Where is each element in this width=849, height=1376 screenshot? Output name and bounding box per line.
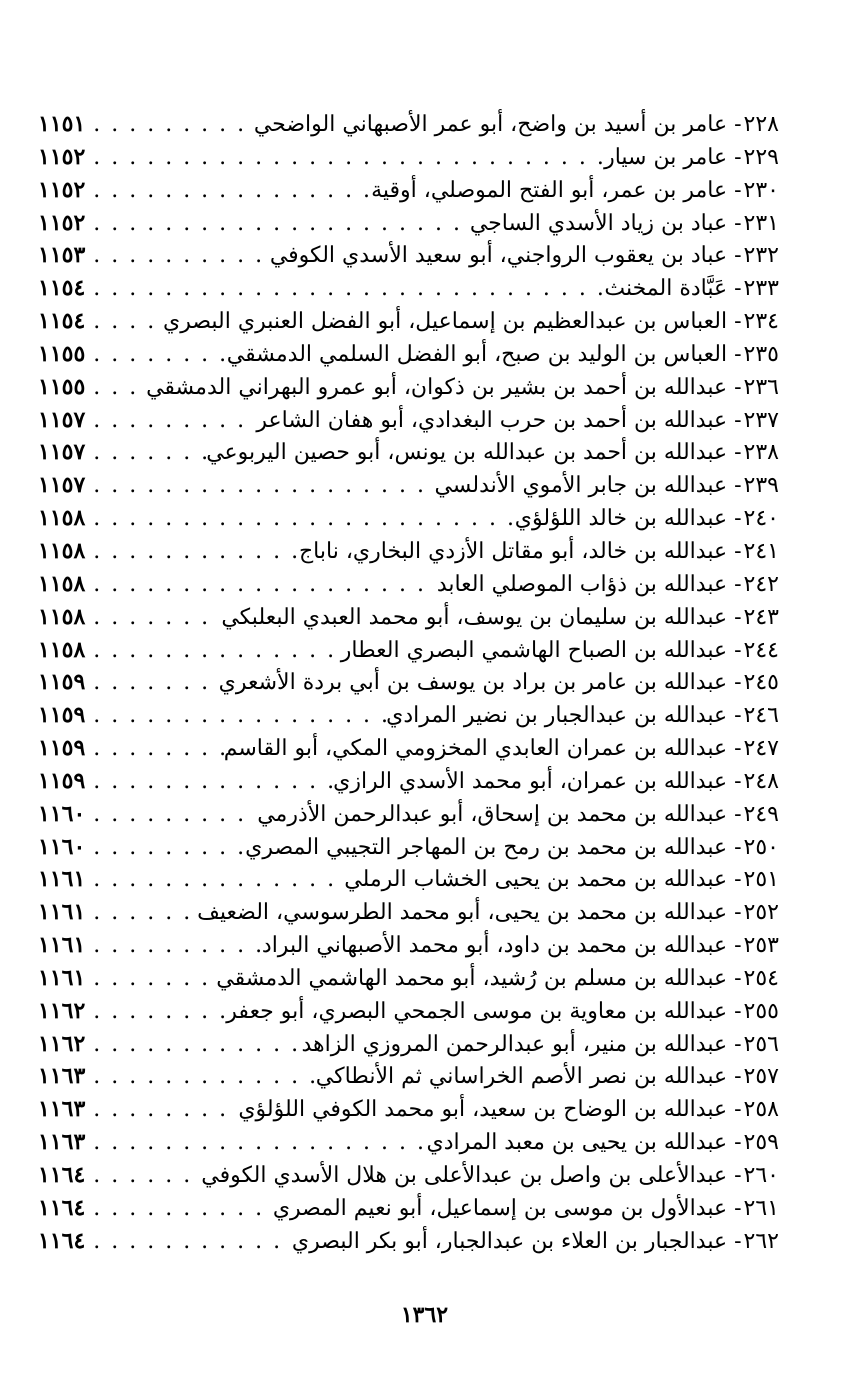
entry-page-number: ١١٦٣ [38,1063,86,1090]
entry-title: ٢٤٣- عبدالله بن سليمان بن يوسف، أبو محمد العبدي البعلبكي [221,604,779,630]
entry-name: عبدالله بن مسلم بن رُشيد، أبو محمد الهاشمي الدمشقي [216,965,728,991]
entry-title: ٢٣٧- عبدالله بن أحمد بن حرب البغدادي، أبو هفان الشاعر [256,407,779,433]
index-entry [38,998,779,1031]
dot-leader [85,178,371,203]
entry-title: ٢٥٧- عبدالله بن نصر الأصم الخراساني ثم الأنطاكي [315,1064,779,1090]
dot-leader [85,802,257,827]
entry-page-number: ١١٥٥ [38,340,86,367]
entry-name: عبدالله بن معاوية بن موسى الجمحي البصري، أبو جعفر [226,998,728,1024]
entry-page-number: ١١٥٨ [38,505,86,532]
index-entry [38,1228,779,1261]
entry-number: ٢٦٢ [743,1228,779,1254]
entry-name: عامر بن عمر، أبو الفتح الموصلي، أوقية [371,177,728,203]
entry-title: ٢٥٨- عبدالله بن الوضاح بن سعيد، أبو محمد الكوفي اللؤلؤي [238,1097,779,1123]
index-entry [38,604,779,637]
dot-leader [85,867,344,892]
index-entry [38,472,779,505]
entry-title: ٢٤٥- عبدالله بن عامر بن براد بن يوسف بن أبي بردة الأشعري [218,670,779,696]
entry-number: ٢٤٦ [743,703,779,729]
dot-leader [85,1064,316,1089]
index-entry [38,341,779,374]
dot-leader [85,670,218,695]
entry-title: ٢٥٩- عبدالله بن يحيى بن معبد المرادي [426,1130,779,1156]
entry-number: ٢٣٩ [743,473,779,499]
index-entry [38,308,779,341]
entry-name: عبدالله بن محمد بن إسحاق، أبو عبدالرحمن الأذرمي [257,801,728,827]
entry-name: عبدالله بن سليمان بن يوسف، أبو محمد العبدي البعلبكي [221,604,728,630]
entry-page-number: ١١٦٢ [38,1030,86,1057]
entry-title: ٢٣٩- عبدالله بن جابر الأموي الأندلسي [434,473,779,499]
dot-leader [85,408,256,433]
index-entry [38,1162,779,1195]
entry-page-number: ١١٥٥ [38,373,86,400]
entry-title: ٢٤٨- عبدالله بن عمران، أبو محمد الأسدي الرازي [333,768,779,794]
entry-number: ٢٤٤ [743,637,779,663]
dot-leader [85,736,223,761]
dot-leader [85,835,245,860]
entry-title: ٢٤٠- عبدالله بن خالد اللؤلؤي [514,506,779,532]
entry-number: ٢٥٢ [743,900,779,926]
entry-number: ٢٣٣ [743,276,779,302]
entry-page-number: ١١٥٨ [38,570,86,597]
entry-page-number: ١١٥٢ [38,143,86,170]
dot-leader [85,145,604,170]
entry-name: عبدالأعلى بن واصل بن عبدالأعلى بن هلال الأسدي الكوفي [201,1163,728,1188]
entry-number: ٢٥٧ [743,1064,779,1090]
dot-leader [85,440,206,465]
entry-name: عبدالله بن منير، أبو عبدالرحمن المروزي الزاهد [301,1031,728,1057]
entry-name: عبدالله بن أحمد بن حرب البغدادي، أبو هفان الشاعر [256,407,728,433]
entry-page-number: ١١٦١ [38,866,86,893]
entry-number: ٢٣٥ [743,341,779,367]
entry-name: عبدالله بن عمران، أبو محمد الأسدي الرازي [333,768,728,794]
dot-leader [85,375,146,400]
dot-leader [85,506,514,531]
entry-page-number: ١١٥٨ [38,603,86,630]
entry-name: عبدالله بن عبدالجبار بن نضير المرادي [386,703,728,729]
index-entry [38,505,779,538]
entry-title: ٢٢٨- عامر بن أسيد بن واضح، أبو عمر الأصبهاني الواضحي [253,112,779,137]
index-entry [38,538,779,571]
entry-number: ٢٥٨ [743,1097,779,1123]
dot-leader [85,999,226,1024]
dot-leader [85,112,254,137]
entry-page-number: ١١٥٨ [38,636,86,663]
entry-name: عبدالله بن نصر الأصم الخراساني ثم الأنطاكي [315,1064,728,1090]
entry-name: عبدالله بن أحمد بن بشير بن ذكوان، أبو عمرو البهراني الدمشقي [146,374,728,400]
entry-name: عبدالله بن عامر بن براد بن يوسف بن أبي بردة الأشعري [218,670,728,696]
entry-name: عباد بن زياد الأسدي الساجي [469,210,728,236]
entry-name: العباس بن الوليد بن صبح، أبو الفضل السلمي الدمشقي [226,341,728,367]
entry-page-number: ١١٦١ [38,899,86,926]
entry-name: عبدالله بن أحمد بن عبدالله بن يونس، أبو حصين اليربوعي [206,440,728,466]
entry-page-number: ١١٦٢ [38,997,86,1024]
dot-leader [85,1032,301,1057]
index-entry [38,1129,779,1162]
index-entry [38,177,779,210]
index-entry [38,1063,779,1096]
entry-page-number: ١١٥٧ [38,406,86,433]
entry-name: عامر بن أسيد بن واضح، أبو عمر الأصبهاني الواضحي [253,112,728,137]
entry-page-number: ١١٦٠ [38,800,86,827]
dot-leader [85,1229,292,1254]
entry-name: عبدالله بن محمد بن رمح بن المهاجر التجيبي المصري [245,834,728,860]
dot-leader [85,933,262,958]
entry-title: ٢٣٣- عَبَّادة المخنث [604,276,779,302]
entry-title: ٢٣٥- العباس بن الوليد بن صبح، أبو الفضل السلمي الدمشقي [226,341,779,367]
entry-title: ٢٤٤- عبدالله بن الصباح الهاشمي البصري العطار [340,637,779,663]
dot-leader [85,309,163,334]
entry-title: ٢٣٤- العباس بن عبدالعظيم بن إسماعيل، أبو الفضل العنبري البصري [162,309,779,335]
entry-name: عبدالجبار بن العلاء بن عبدالجبار، أبو بكر البصري [291,1228,728,1254]
index-entry [38,144,779,177]
dot-leader [85,638,341,663]
entry-number: ٢٢٩ [743,144,779,170]
entry-page-number: ١١٦٣ [38,1096,86,1123]
dot-leader [85,473,434,498]
entry-name: عبدالله بن خالد، أبو مقاتل الأزدي البخاري، ناباج [298,538,728,564]
page-number: ١٣٦٢ [400,1302,449,1328]
index-entry [38,965,779,998]
entry-page-number: ١١٥٩ [38,735,86,762]
entry-number: ٢٣٧ [743,407,779,433]
entry-page-number: ١١٥٢ [38,209,86,236]
entry-name: عَبَّادة المخنث [604,276,728,302]
entry-title: ٢٦٢- عبدالجبار بن العلاء بن عبدالجبار، أبو بكر البصري [291,1228,779,1254]
index-entry [38,1195,779,1228]
entry-name: عبدالله بن محمد بن يحيى الخشاب الرملي [344,867,728,893]
entry-title: ٢٥٦- عبدالله بن منير، أبو عبدالرحمن المروزي الزاهد [301,1031,779,1057]
entry-title: ٢٥٣- عبدالله بن محمد بن داود، أبو محمد الأصبهاني البراد [261,933,779,959]
index-entry [38,1031,779,1064]
entry-page-number: ١١٦٠ [38,833,86,860]
entry-number: ٢٥٣ [743,933,779,959]
entry-page-number: ١١٦٤ [38,1162,86,1188]
entry-title: ٢٤٩- عبدالله بن محمد بن إسحاق، أبو عبدالرحمن الأذرمي [257,801,779,827]
dot-leader [85,900,197,925]
entry-name: عبدالله بن خالد اللؤلؤي [514,506,728,532]
index-entry [38,242,779,275]
entry-number: ٢٥٦ [743,1031,779,1057]
entry-title: ٢٢٩- عامر بن سيار [604,144,779,170]
dot-leader [85,243,270,268]
entry-title: ٢٥٢- عبدالله بن محمد بن يحيى، أبو محمد الطرسوسي، الضعيف [197,900,779,926]
index-entry [38,866,779,899]
entry-title: ٢٤١- عبدالله بن خالد، أبو مقاتل الأزدي البخاري، ناباج [298,538,779,564]
dot-leader [85,1163,201,1188]
entry-name: عامر بن سيار [604,144,728,170]
index-entry [38,669,779,702]
dot-leader [85,1130,426,1155]
entry-number: ٢٥٠ [743,834,779,860]
index-entry [38,407,779,440]
index-entry [38,702,779,735]
entry-page-number: ١١٦١ [38,932,86,959]
index-entry [38,571,779,604]
entry-number: ٢٣٠ [743,177,779,203]
entry-page-number: ١١٥١ [38,111,86,137]
entry-number: ٢٣٦ [743,374,779,400]
index-entry [38,932,779,965]
entry-title: ٢٣٠- عامر بن عمر، أبو الفتح الموصلي، أوقية [371,177,779,203]
entry-number: ٢٣٤ [743,309,779,335]
dot-leader [85,539,299,564]
index-entry [38,275,779,308]
entry-page-number: ١١٥٤ [38,308,86,335]
entry-page-number: ١١٦٤ [38,1227,86,1254]
entry-page-number: ١١٦٣ [38,1129,86,1156]
dot-leader [85,342,227,367]
entry-page-number: ١١٦١ [38,964,86,991]
entry-page-number: ١١٥٩ [38,669,86,696]
entry-name: عباد بن يعقوب الرواجني، أبو سعيد الأسدي الكوفي [269,243,728,269]
index-page [38,111,779,1261]
entry-title: ٢٥٤- عبدالله بن مسلم بن رُشيد، أبو محمد الهاشمي الدمشقي [216,965,779,991]
dot-leader [85,572,437,597]
entry-number: ٢٥٩ [743,1130,779,1156]
entry-number: ٢٥١ [743,867,779,893]
entry-number: ٢٤٨ [743,768,779,794]
index-entry [38,111,779,144]
entry-page-number: ١١٥٩ [38,702,86,729]
dot-leader [85,966,216,991]
entry-title: ٢٣٦- عبدالله بن أحمد بن بشير بن ذكوان، أبو عمرو البهراني الدمشقي [146,374,779,400]
entry-title: ٢٤٧- عبدالله بن عمران العابدي المخزومي المكي، أبو القاسم [223,736,779,762]
dot-leader [85,605,221,630]
entry-number: ٢٦٠ [743,1163,779,1188]
entry-number: ٢٤٣ [743,604,779,630]
dot-leader [85,276,604,301]
dot-leader [85,769,333,794]
entry-page-number: ١١٦٤ [38,1194,86,1221]
entry-name: عبدالله بن جابر الأموي الأندلسي [434,473,728,499]
entry-page-number: ١١٥٩ [38,767,86,794]
index-entry [38,374,779,407]
entry-name: عبدالله بن يحيى بن معبد المرادي [426,1130,728,1156]
entry-title: ٢٦١- عبدالأول بن موسى بن إسماعيل، أبو نعيم المصري [272,1195,779,1221]
index-entry [38,1096,779,1129]
dot-leader [85,703,386,728]
index-entry [38,768,779,801]
entry-title: ٢٦٠- عبدالأعلى بن واصل بن عبدالأعلى بن هلال الأسدي الكوفي [201,1163,779,1188]
index-entry [38,439,779,472]
index-list [38,111,779,1261]
entry-page-number: ١١٥٣ [38,242,86,269]
entry-name: عبدالله بن محمد بن يحيى، أبو محمد الطرسوسي، الضعيف [197,900,728,926]
entry-number: ٢٤٩ [743,801,779,827]
entry-name: عبدالله بن عمران العابدي المخزومي المكي، أبو القاسم [223,736,728,762]
entry-name: عبدالله بن ذؤاب الموصلي العابد [436,571,728,597]
entry-title: ٢٤٦- عبدالله بن عبدالجبار بن نضير المرادي [386,703,779,729]
entry-title: ٢٣١- عباد بن زياد الأسدي الساجي [469,210,779,236]
entry-title: ٢٣٨- عبدالله بن أحمد بن عبدالله بن يونس، أبو حصين اليربوعي [206,440,779,466]
index-entry [38,735,779,768]
entry-name: عبدالله بن الصباح الهاشمي البصري العطار [340,637,728,663]
index-entry [38,899,779,932]
index-entry [38,801,779,834]
dot-leader [85,211,470,236]
entry-page-number: ١١٥٢ [38,176,86,203]
entry-title: ٢٤٢- عبدالله بن ذؤاب الموصلي العابد [436,571,779,597]
index-entry [38,834,779,867]
entry-number: ٢٢٨ [743,112,779,137]
entry-number: ٢٤٥ [743,670,779,696]
entry-number: ٢٥٥ [743,998,779,1024]
entry-page-number: ١١٥٧ [38,472,86,499]
entry-number: ٢٤٧ [743,736,779,762]
entry-number: ٢٣٨ [743,440,779,466]
entry-number: ٢٤٠ [743,506,779,532]
dot-leader [85,1196,273,1221]
entry-name: عبدالله بن محمد بن داود، أبو محمد الأصبهاني البراد [261,933,728,959]
entry-title: ٢٥٥- عبدالله بن معاوية بن موسى الجمحي البصري، أبو جعفر [226,998,779,1024]
entry-number: ٢٤١ [743,538,779,564]
entry-page-number: ١١٥٤ [38,275,86,302]
entry-page-number: ١١٥٧ [38,439,86,466]
entry-number: ٢٣١ [743,210,779,236]
index-entry [38,637,779,670]
entry-number: ٢٤٢ [743,571,779,597]
entry-page-number: ١١٥٨ [38,537,86,564]
entry-name: عبدالله بن الوضاح بن سعيد، أبو محمد الكوفي اللؤلؤي [238,1097,728,1123]
entry-name: عبدالأول بن موسى بن إسماعيل، أبو نعيم المصري [272,1195,728,1221]
entry-name: العباس بن عبدالعظيم بن إسماعيل، أبو الفضل العنبري البصري [162,309,728,335]
entry-number: ٢٣٢ [743,243,779,269]
entry-title: ٢٣٢- عباد بن يعقوب الرواجني، أبو سعيد الأسدي الكوفي [269,243,779,269]
entry-title: ٢٥١- عبدالله بن محمد بن يحيى الخشاب الرملي [344,867,779,893]
index-entry [38,210,779,243]
entry-number: ٢٦١ [743,1195,779,1221]
entry-number: ٢٥٤ [743,965,779,991]
dot-leader [85,1097,238,1122]
entry-title: ٢٥٠- عبدالله بن محمد بن رمح بن المهاجر التجيبي المصري [245,834,779,860]
